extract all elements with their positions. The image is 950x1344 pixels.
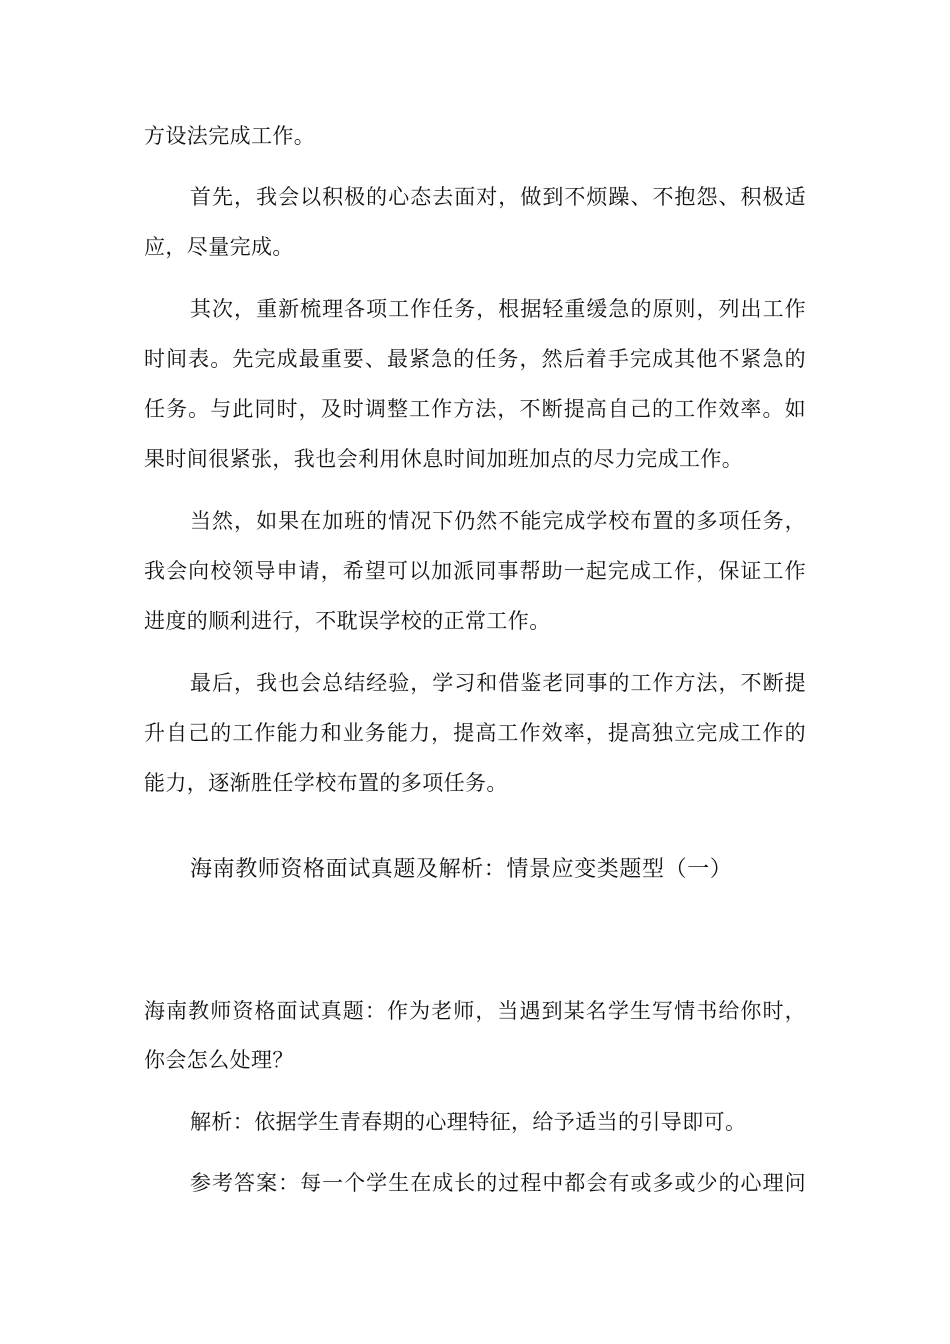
paragraph-line: 最后，我也会总结经验，学习和借鉴老同事的工作方法，不断提 [190, 671, 806, 695]
paragraph-line: 升自己的工作能力和业务能力，提高工作效率，提高独立完成工作的 [144, 721, 806, 745]
paragraph-line: 其次，重新梳理各项工作任务，根据轻重缓急的原则，列出工作 [190, 297, 806, 321]
paragraph-line: 果时间很紧张，我也会利用休息时间加班加点的尽力完成工作。 [144, 447, 744, 471]
paragraph-line: 能力，逐渐胜任学校布置的多项任务。 [144, 771, 508, 795]
question-line: 海南教师资格面试真题：作为老师，当遇到某名学生写情书给你时， [144, 999, 806, 1023]
paragraph-line: 任务。与此同时，及时调整工作方法，不断提高自己的工作效率。如 [144, 397, 806, 421]
section-title: 海南教师资格面试真题及解析：情景应变类题型（一） [190, 857, 733, 882]
paragraph-line: 方设法完成工作。 [144, 124, 316, 148]
paragraph-line: 我会向校领导申请，希望可以加派同事帮助一起完成工作，保证工作 [144, 559, 806, 583]
answer-text: 参考答案：每一个学生在成长的过程中都会有或多或少的心理问 [190, 1171, 806, 1195]
analysis-text: 解析：依据学生青春期的心理特征，给予适当的引导即可。 [190, 1110, 747, 1134]
paragraph-line: 应，尽量完成。 [144, 235, 294, 259]
paragraph-line: 时间表。先完成最重要、最紧急的任务，然后着手完成其他不紧急的 [144, 347, 806, 371]
paragraph-line: 进度的顺利进行，不耽误学校的正常工作。 [144, 609, 551, 633]
question-line: 你会怎么处理？ [144, 1048, 294, 1072]
paragraph-line: 首先，我会以积极的心态去面对，做到不烦躁、不抱怨、积极适 [190, 185, 806, 209]
paragraph-line: 当然，如果在加班的情况下仍然不能完成学校布置的多项任务， [190, 509, 806, 533]
